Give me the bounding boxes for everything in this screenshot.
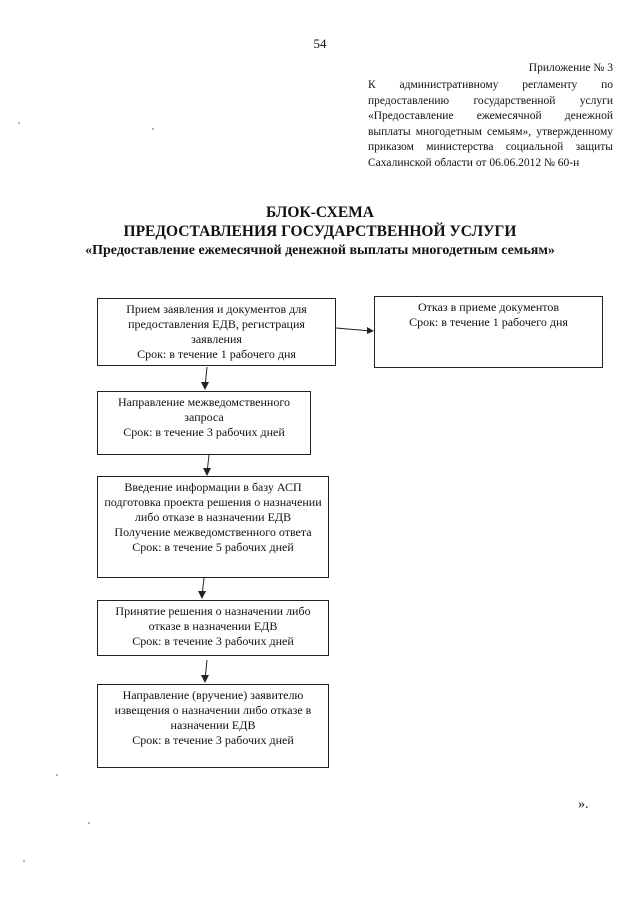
scan-speck [18, 122, 20, 124]
box-text: Направление межведомственного запроса [118, 395, 290, 424]
page-number: 54 [313, 36, 327, 51]
scan-speck [88, 822, 90, 824]
scan-speck [23, 860, 25, 862]
arrow-down-icon [200, 367, 212, 391]
closing-quote-mark: ». [578, 797, 589, 812]
appendix-label: Приложение № 3 [528, 62, 613, 74]
document-title [60, 203, 580, 260]
box-deadline: Срок: в течение 1 рабочего дня [409, 315, 568, 329]
flow-box-refusal [374, 296, 603, 368]
title-line-service-name: «Предоставление ежемесячной денежной выплаты многодетным семьям» [85, 243, 555, 258]
arrow-down-icon [197, 578, 209, 600]
flow-box-database-entry [97, 476, 329, 578]
box-text: Принятие решения о назначении либо отказе в назначении ЕДВ [115, 604, 311, 633]
title-line-service: ПРЕДОСТАВЛЕНИЯ ГОСУДАРСТВЕННОЙ УСЛУГИ [123, 223, 517, 240]
box-deadline: Срок: в течение 3 рабочих дней [123, 425, 285, 439]
arrow-down-icon [202, 455, 214, 477]
scan-speck [152, 128, 154, 130]
flow-box-application-intake [97, 298, 336, 366]
arrow-down-icon [200, 660, 212, 684]
flow-box-decision [97, 600, 329, 656]
box-text: Введение информации в базу АСП подготовка проекта решения о назначении либо отказе в назначении ЕДВ [104, 480, 322, 524]
box-text: Прием заявления и документов для предоставления ЕДВ, регистрация заявления [126, 302, 307, 346]
flow-box-interagency-request [97, 391, 311, 455]
scan-speck [56, 774, 58, 776]
box-text: Отказ в приеме документов [417, 300, 560, 314]
box-text-secondary: Получение межведомственного ответа [114, 525, 312, 539]
box-deadline: Срок: в течение 3 рабочих дней [132, 733, 294, 747]
appendix-reference-text: К административному регламенту по предоставлению государственной услуги «Предоставление ежемесячной денежной выплаты многодетным семьям», утвержденному приказом министерства социальной защиты Сахалинской области от 06.06.2012 № 60-н [368, 79, 613, 169]
box-deadline: Срок: в течение 5 рабочих дней [132, 540, 294, 554]
arrow-right-icon [336, 324, 376, 336]
box-deadline: Срок: в течение 1 рабочего дня [137, 347, 296, 361]
box-text: Направление (вручение) заявителю извещения о назначении либо отказе в назначении ЕДВ [114, 688, 312, 732]
flow-box-notification [97, 684, 329, 768]
box-deadline: Срок: в течение 3 рабочих дней [132, 634, 294, 648]
title-line-flowchart: БЛОК-СХЕМА [265, 204, 374, 221]
